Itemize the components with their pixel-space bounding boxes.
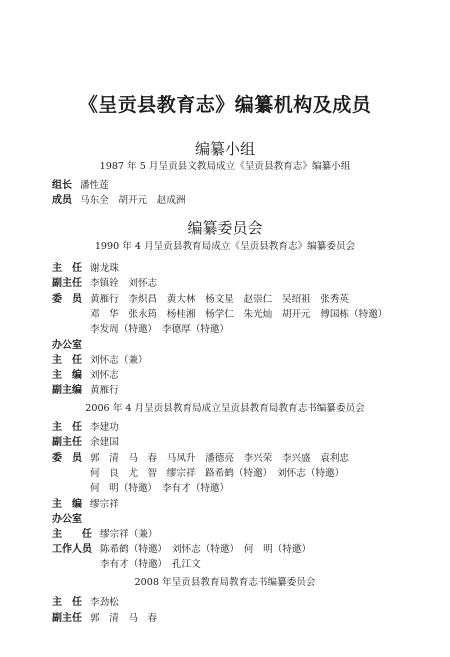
row-label: 主 任 (52, 422, 82, 433)
row-value: 李劲松 (90, 597, 119, 608)
row-label: 主 编 (52, 499, 82, 510)
section-heading-committee: 编纂委员会 (187, 219, 263, 237)
row-value: 何 明（特邀） 李有才（特邀） (90, 483, 230, 494)
row-label: 副主任 (52, 437, 82, 448)
row-value: 缪宗祥 (90, 499, 119, 510)
row-label: 副主任 (52, 278, 82, 289)
row-value: 邓 华 张永筠 杨桂湘 杨学仁 朱光灿 胡开元 傅国栋（特邀） (90, 309, 388, 320)
row-value: 潘性莲 (80, 180, 109, 191)
row-value: 刘怀志（兼） (90, 355, 148, 366)
row-value: 黄雁行 李炽昌 黄大林 杨文星 赵崇仁 吴绍祖 张秀英 (90, 294, 350, 305)
committee-1990-caption: 1990 年 4 月呈贡县教育局成立《呈贡县教育志》编纂委员会 (94, 241, 356, 252)
row-value: 刘怀志 (90, 370, 119, 381)
row-value: 何 良 尤 智 缪宗祥 路希鹤（特邀） 刘怀志（特邀） (90, 468, 345, 479)
row-value: 马东全 胡开元 赵成洲 (80, 195, 186, 206)
row-label: 主 任 (52, 263, 82, 274)
row-value: 李镇铨 刘怀志 (90, 278, 158, 289)
row-value: 陈希鹤（特邀） 刘怀志（特邀） 何 明（特邀） (100, 544, 312, 555)
row-value: 郭 清 马 春 (90, 613, 158, 624)
row-label: 办公室 (52, 514, 82, 525)
committee-2008-caption: 2008 年呈贡县教育局教育志书编纂委员会 (134, 577, 316, 588)
row-value: 缪宗祥（兼） (100, 529, 158, 540)
row-value: 郭 清 马 春 马凤升 潘德亮 李兴荣 李兴盛 袁利忠 (90, 453, 350, 464)
committee-2006-caption: 2006 年 4 月呈贡县教育局成立呈贡县教育局教育志书编纂委员会 (85, 403, 365, 414)
row-label: 主 任 (52, 355, 82, 366)
row-label: 主 编 (52, 370, 82, 381)
row-label: 办公室 (52, 340, 82, 351)
row-label: 主 任 (52, 529, 92, 540)
row-value: 黄雁行 (90, 385, 119, 396)
row-label: 委 员 (52, 453, 82, 464)
section-heading-group: 编纂小组 (194, 140, 255, 158)
row-value: 余建国 (90, 437, 119, 448)
row-value: 李有才（特邀） 孔江文 (100, 559, 201, 570)
group-caption: 1987 年 5 月呈贡县文教局成立《呈贡县教育志》编纂小组 (99, 161, 351, 172)
row-label: 副主编 (52, 385, 82, 396)
row-label: 委 员 (52, 294, 82, 305)
row-value: 谢龙珠 (90, 263, 119, 274)
row-label: 工作人员 (52, 544, 92, 555)
row-label: 组长 (52, 180, 72, 191)
row-label: 副主任 (52, 613, 82, 624)
row-value: 李建功 (90, 422, 119, 433)
row-label: 成员 (52, 195, 72, 206)
row-label: 主 任 (52, 597, 82, 608)
page-title: 《呈贡县教育志》编纂机构及成员 (78, 94, 372, 116)
row-value: 李发周（特邀） 李德厚（特邀） (90, 324, 230, 335)
